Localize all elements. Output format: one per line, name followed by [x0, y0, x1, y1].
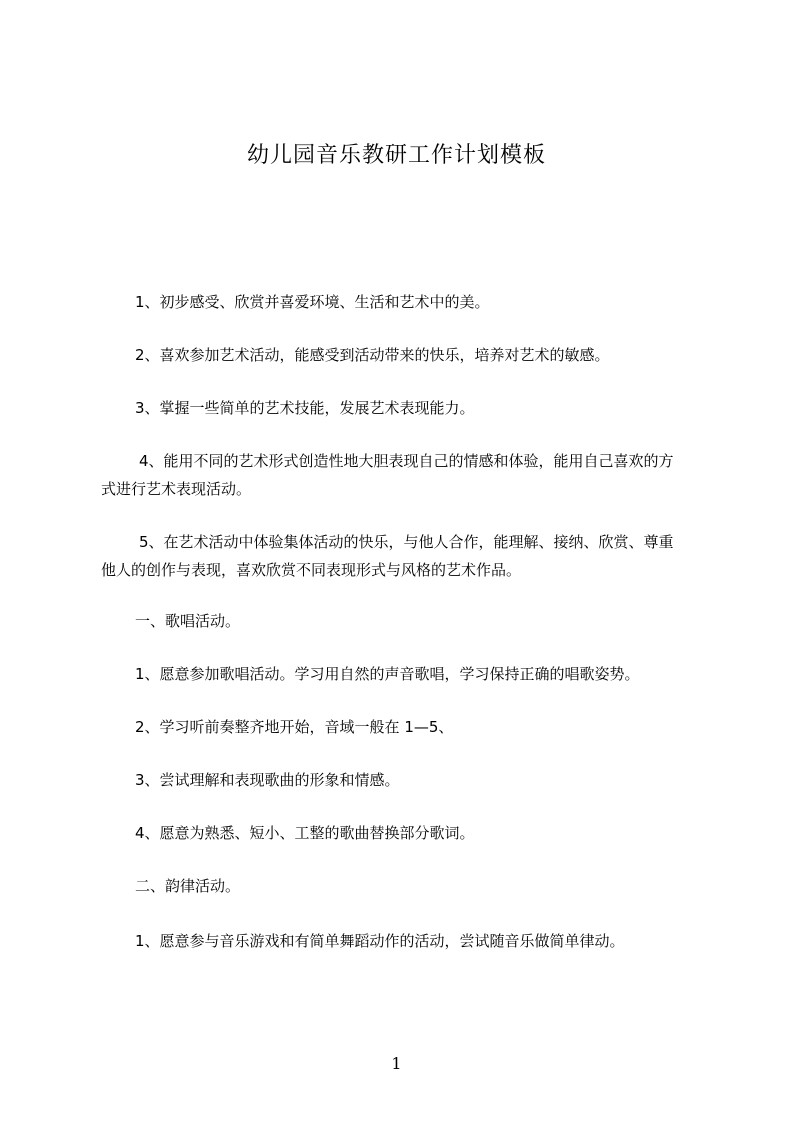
list-item: 1、愿意参加歌唱活动。学习用自然的声音歌唱，学习保持正确的唱歌姿势。 — [135, 665, 640, 683]
page-number: 1 — [391, 1054, 402, 1073]
section-heading-singing: 一、歌唱活动。 — [135, 612, 241, 630]
list-item: 3、尝试理解和表现歌曲的形象和情感。 — [135, 771, 400, 789]
goal-item: 1、初步感受、欣赏并喜爱环境、生活和艺术中的美。 — [135, 293, 490, 311]
goal-item-line2: 式进行艺术表现活动。 — [101, 480, 252, 498]
goal-item-line2: 他人的创作与表现，喜欢欣赏不同表现形式与风格的艺术作品。 — [101, 561, 522, 579]
goal-item: 3、掌握一些简单的艺术技能，发展艺术表现能力。 — [135, 399, 475, 417]
section-heading-rhythm: 二、韵律活动。 — [135, 877, 241, 895]
document-title: 幼儿园音乐教研工作计划模板 — [246, 143, 546, 168]
goal-item-line1: 4、能用不同的艺术形式创造性地大胆表现自己的情感和体验，能用自己喜欢的方 — [139, 452, 674, 470]
list-item: 4、愿意为熟悉、短小、工整的歌曲替换部分歌词。 — [135, 824, 475, 842]
goal-item: 2、喜欢参加艺术活动，能感受到活动带来的快乐，培养对艺术的敏感。 — [135, 346, 610, 364]
goal-item-line1: 5、在艺术活动中体验集体活动的快乐，与他人合作，能理解、接纳、欣赏、尊重 — [139, 533, 674, 551]
list-item: 2、学习听前奏整齐地开始，音域一般在 1—5、 — [135, 718, 454, 736]
list-item: 1、愿意参与音乐游戏和有简单舞蹈动作的活动，尝试随音乐做简单律动。 — [135, 932, 625, 950]
